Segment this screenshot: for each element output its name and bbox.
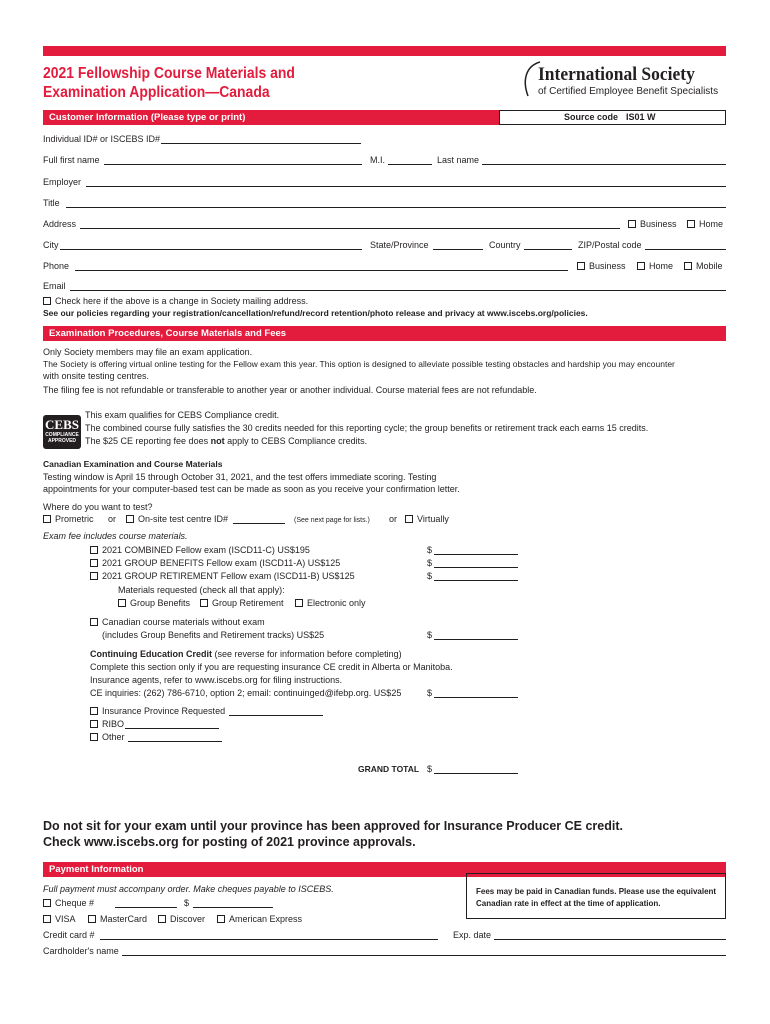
checkbox[interactable] <box>684 262 692 270</box>
exam-item-retirement[interactable] <box>90 571 355 582</box>
material-electronic[interactable] <box>295 598 366 609</box>
dollar-sign: $ <box>427 545 433 555</box>
checkbox[interactable] <box>90 720 98 728</box>
ce-line-3: CE inquiries: (262) 786-6710, option 2; email: continuinged@ifebp.org. US$25 <box>90 688 402 698</box>
checkbox[interactable] <box>90 559 98 567</box>
insurance-province-label: Insurance Province Requested <box>102 706 226 716</box>
ribo-option[interactable] <box>90 719 124 730</box>
dollar-sign: $ <box>427 571 433 581</box>
email-label: Email <box>43 281 66 291</box>
onsite-label: On-site test centre ID# <box>138 514 229 524</box>
country-field[interactable] <box>524 249 572 250</box>
ce-heading-bold: Continuing Education Credit <box>90 649 212 659</box>
dollar-sign: $ <box>427 764 433 774</box>
discover-label: Discover <box>170 914 206 924</box>
source-code-box <box>499 110 726 125</box>
warning-line-1: Do not sit for your exam until your province has been approved for Insurance Producer CE credit. <box>43 819 623 833</box>
logo-sub-text: of Certified Employee Benefit Specialists <box>538 86 719 97</box>
checkbox[interactable] <box>90 707 98 715</box>
cebs-line-3b: not <box>210 436 225 446</box>
cebs-badge-bottom-2: APPROVED <box>47 438 77 444</box>
checkbox[interactable] <box>90 572 98 580</box>
insurance-province-field[interactable] <box>229 715 323 716</box>
cardholder-label: Cardholder's name <box>43 946 119 956</box>
title-line-2: Examination Application—Canada <box>43 84 270 101</box>
iscebs-logo <box>520 60 726 102</box>
mastercard-label: MasterCard <box>100 914 148 924</box>
ce-line-2: Insurance agents, refer to www.iscebs.org for filing instructions. <box>90 675 343 685</box>
grand-total-field[interactable] <box>434 773 518 774</box>
source-code-label: Source code <box>564 112 619 122</box>
checkbox[interactable] <box>43 297 51 305</box>
exam-item-combined-label: 2021 COMBINED Fellow exam (ISCD11-C) US$195 <box>102 545 310 555</box>
or-text-1: or <box>108 514 117 524</box>
mastercard-option[interactable] <box>88 914 147 925</box>
checkbox[interactable] <box>295 599 303 607</box>
phone-business-label: Business <box>589 261 626 271</box>
city-field[interactable] <box>60 249 362 250</box>
phone-label: Phone <box>43 261 70 271</box>
employer-label: Employer <box>43 177 82 187</box>
cebs-line-3a: The $25 CE reporting fee does <box>85 436 211 446</box>
address-business-option[interactable] <box>628 219 677 230</box>
exam-para-3: The filing fee is not refundable or transferable to another year or another individual. Course material fees are not refundable. <box>43 385 537 395</box>
address-home-label: Home <box>699 219 724 229</box>
cebs-badge-top: CEBS <box>45 417 79 432</box>
cheque-label: Cheque # <box>55 898 95 908</box>
city-label: City <box>43 240 59 250</box>
exam-para-1: Only Society members may file an exam application. <box>43 347 253 357</box>
last-name-label: Last name <box>437 155 480 165</box>
dollar-sign: $ <box>184 898 190 908</box>
checkbox[interactable] <box>217 915 225 923</box>
visa-label: VISA <box>55 914 76 924</box>
cebs-badge-bottom-1: COMPLIANCE <box>45 432 79 438</box>
phone-home-label: Home <box>649 261 674 271</box>
mailing-change-option[interactable] <box>43 296 308 307</box>
fee-includes: Exam fee includes course materials. <box>43 531 188 541</box>
checkbox[interactable] <box>88 915 96 923</box>
material-el-label: Electronic only <box>307 598 366 608</box>
cebs-line-3c: apply to CEBS Compliance credits. <box>224 436 368 446</box>
phone-mobile-option[interactable] <box>684 261 723 272</box>
checkbox[interactable] <box>577 262 585 270</box>
checkbox[interactable] <box>90 546 98 554</box>
checkbox[interactable] <box>200 599 208 607</box>
material-group-benefits[interactable] <box>118 598 190 609</box>
zip-label: ZIP/Postal code <box>578 240 642 250</box>
exam-section-bar <box>43 326 726 341</box>
full-payment-text: Full payment must accompany order. Make cheques payable to ISCEBS. <box>43 884 334 894</box>
insurance-province-option[interactable] <box>90 706 225 717</box>
amex-label: American Express <box>229 914 303 924</box>
exam-item-benefits-label: 2021 GROUP BENEFITS Fellow exam (ISCD11-A) US$125 <box>102 558 341 568</box>
or-text-2: or <box>389 514 398 524</box>
dollar-sign: $ <box>427 558 433 568</box>
retirement-amount-field[interactable] <box>434 580 518 581</box>
combined-amount-field[interactable] <box>434 554 518 555</box>
cebs-line-1: This exam qualifies for CEBS Compliance credit. <box>85 410 280 420</box>
address-field[interactable] <box>80 228 620 229</box>
cheque-option[interactable] <box>43 898 94 909</box>
virtual-label: Virtually <box>417 514 449 524</box>
checkbox[interactable] <box>90 733 98 741</box>
state-label: State/Province <box>370 240 429 250</box>
exp-date-label: Exp. date <box>453 930 492 940</box>
see-next-page: (See next page for lists.) <box>294 517 370 524</box>
phone-field[interactable] <box>75 270 568 271</box>
canadian-heading: Canadian Examination and Course Materials <box>43 459 223 469</box>
mailing-change-label: Check here if the above is a change in Society mailing address. <box>55 296 309 306</box>
material-gr-label: Group Retirement <box>212 598 284 608</box>
dollar-sign: $ <box>427 688 433 698</box>
id-label: Individual ID# or ISCEBS ID# <box>43 134 161 144</box>
exam-section-title: Examination Procedures, Course Materials and Fees <box>49 328 287 339</box>
checkbox[interactable] <box>90 618 98 626</box>
top-accent-bar <box>43 46 726 56</box>
amex-option[interactable] <box>217 914 302 925</box>
canadian-materials-desc: (includes Group Benefits and Retirement tracks) US$25 <box>102 630 325 640</box>
checkbox[interactable] <box>687 220 695 228</box>
employer-field[interactable] <box>86 186 726 187</box>
grand-total-label: GRAND TOTAL <box>358 764 420 774</box>
ce-amount-field[interactable] <box>434 697 518 698</box>
prometric-label: Prometric <box>55 514 94 524</box>
canadian-funds-note <box>466 873 726 919</box>
canadian-materials-option[interactable] <box>90 617 265 628</box>
checkbox[interactable] <box>126 515 134 523</box>
ribo-label: RIBO <box>102 719 125 729</box>
checkbox[interactable] <box>158 915 166 923</box>
zip-field[interactable] <box>645 249 726 250</box>
discover-option[interactable] <box>158 914 205 925</box>
virtual-option[interactable] <box>405 514 449 525</box>
exam-para-2a: The Society is offering virtual online testing for the Fellow exam this year. This option is designed to alleviate possible testing obstacles and hardship you may encounter <box>43 359 675 369</box>
phone-home-option[interactable] <box>637 261 673 272</box>
mi-field[interactable] <box>388 164 432 165</box>
payment-section-title: Payment Information <box>49 864 144 875</box>
logo-main-text: International Society <box>538 64 695 85</box>
benefits-amount-field[interactable] <box>434 567 518 568</box>
first-name-field[interactable] <box>104 164 362 165</box>
dollar-sign: $ <box>427 630 433 640</box>
form-title <box>43 64 340 102</box>
email-field[interactable] <box>70 290 726 291</box>
other-field[interactable] <box>128 741 222 742</box>
exp-date-field[interactable] <box>494 939 726 940</box>
source-code-value: IS01 W <box>626 112 656 122</box>
exam-item-benefits[interactable] <box>90 558 340 569</box>
checkbox[interactable] <box>637 262 645 270</box>
title-label: Title <box>43 198 60 208</box>
material-gb-label: Group Benefits <box>130 598 191 608</box>
other-label: Other <box>102 732 125 742</box>
testing-window-1: Testing window is April 15 through October 31, 2021, and the test offers immediate scoring. Testing <box>43 472 437 482</box>
credit-card-label: Credit card # <box>43 930 95 940</box>
canadian-materials-label: Canadian course materials without exam <box>102 617 265 627</box>
cardholder-field[interactable] <box>122 955 726 956</box>
mi-label: M.I. <box>370 155 385 165</box>
checkbox[interactable] <box>43 515 51 523</box>
country-label: Country <box>489 240 521 250</box>
phone-business-option[interactable] <box>577 261 626 272</box>
cebs-line-2: The combined course fully satisfies the 30 credits needed for this reporting cycle; the group benefits or retirement track each earns 15 credits. <box>85 423 649 433</box>
exam-para-2b: with onsite testing centres. <box>43 371 150 381</box>
prometric-option[interactable] <box>43 514 94 525</box>
title-field[interactable] <box>66 207 726 208</box>
exam-item-retirement-label: 2021 GROUP RETIREMENT Fellow exam (ISCD11-B) US$125 <box>102 571 355 581</box>
other-option[interactable] <box>90 732 125 743</box>
cheque-number-field[interactable] <box>115 907 177 908</box>
cebs-compliance-badge <box>43 415 81 449</box>
testing-window-2: appointments for your computer-based test can be made as soon as you receive your confirmation letter. <box>43 484 460 494</box>
title-line-1: 2021 Fellowship Course Materials and <box>43 65 295 82</box>
canadian-materials-amount[interactable] <box>434 639 518 640</box>
checkbox[interactable] <box>405 515 413 523</box>
id-field[interactable] <box>161 143 361 144</box>
cebs-line-3 <box>85 436 367 447</box>
checkbox[interactable] <box>43 915 51 923</box>
state-field[interactable] <box>433 249 483 250</box>
onsite-id-field[interactable] <box>233 523 285 524</box>
materials-requested: Materials requested (check all that apply): <box>118 585 285 595</box>
ribo-field[interactable] <box>125 728 219 729</box>
note-line-1: Fees may be paid in Canadian funds. Please use the equivalent <box>476 887 717 896</box>
cheque-amount-field[interactable] <box>193 907 273 908</box>
material-group-retirement[interactable] <box>200 598 284 609</box>
last-name-field[interactable] <box>482 164 726 165</box>
warning-line-2: Check www.iscebs.org for posting of 2021 province approvals. <box>43 835 416 849</box>
ce-line-1: Complete this section only if you are requesting insurance CE credit in Alberta or Manitoba. <box>90 662 453 672</box>
ce-heading <box>90 649 402 660</box>
credit-card-field[interactable] <box>100 939 438 940</box>
phone-mobile-label: Mobile <box>696 261 723 271</box>
checkbox[interactable] <box>118 599 126 607</box>
ce-heading-rest: (see reverse for information before completing) <box>212 649 402 659</box>
onsite-option[interactable] <box>126 514 228 525</box>
policies-text: See our policies regarding your registration/cancellation/refund/record retention/photo release and privacy at www.iscebs.org/policies. <box>43 308 588 318</box>
exam-item-combined[interactable] <box>90 545 310 556</box>
checkbox[interactable] <box>43 899 51 907</box>
where-question: Where do you want to test? <box>43 502 153 512</box>
visa-option[interactable] <box>43 914 76 925</box>
first-name-label: Full first name <box>43 155 100 165</box>
address-label: Address <box>43 219 77 229</box>
address-home-option[interactable] <box>687 219 723 230</box>
note-line-2: Canadian rate in effect at the time of application. <box>476 899 661 908</box>
checkbox[interactable] <box>628 220 636 228</box>
address-business-label: Business <box>640 219 677 229</box>
customer-section-title: Customer Information (Please type or print) <box>49 112 246 123</box>
